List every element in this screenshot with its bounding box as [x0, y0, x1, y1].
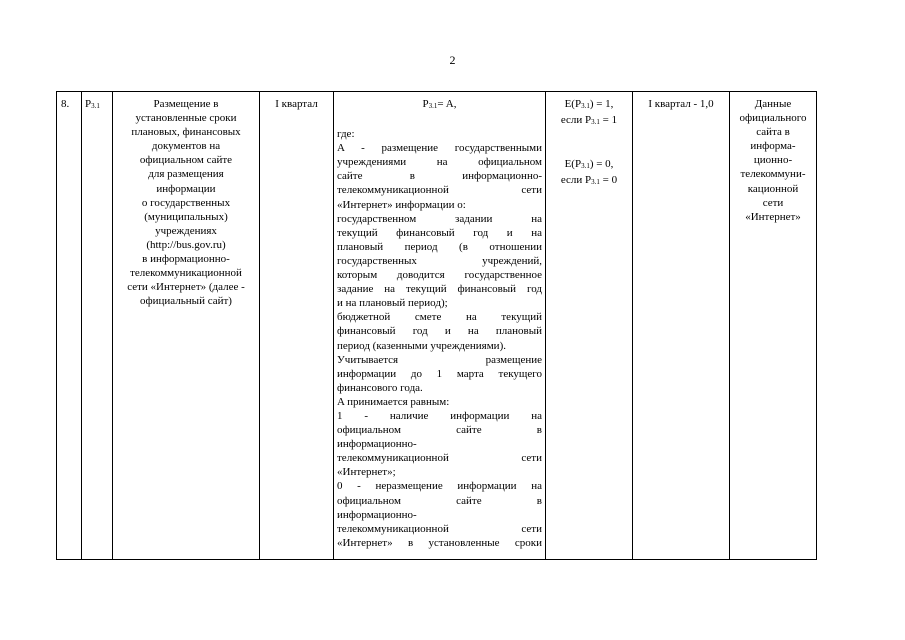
indicator-name-line: учреждениях: [155, 224, 217, 237]
source-line: ционно-: [753, 154, 793, 167]
code-base: P: [85, 98, 92, 110]
eval-zero-cond-post: = 0: [599, 174, 618, 187]
formula-line: финансовый год и на плановый: [337, 325, 542, 338]
eval-zero: [549, 157, 629, 173]
formula-line: которым доводится государственное: [337, 269, 542, 282]
source-line: официального: [739, 112, 807, 125]
formula-line: «Интернет» в установленные сроки: [337, 536, 542, 549]
indicator-name-line: официальный сайт): [140, 295, 232, 308]
indicator-name-line: установленные сроки: [135, 112, 237, 125]
formula-line: период (казенными учреждениями).: [337, 339, 506, 352]
indicator-name-line: сети «Интернет» (далее -: [127, 281, 245, 294]
formula-line: «Интернет» информации о:: [337, 198, 466, 211]
formula-line: бюджетной смете на текущий: [337, 311, 542, 324]
indicator-table: [56, 91, 817, 560]
formula-rest: = A,: [437, 98, 457, 110]
indicator-name-line: (муниципальных): [144, 210, 228, 223]
table-row: [57, 92, 817, 560]
formula-line: сайте в информационно-: [337, 170, 542, 183]
formula-line: учреждениями на официальном: [337, 156, 542, 169]
indicator-name: [116, 97, 256, 308]
source-line: телекоммуни-: [740, 168, 806, 181]
source-line: кационной: [747, 182, 799, 195]
data-source: [733, 97, 813, 224]
formula-description: [337, 141, 542, 550]
indicator-name-line: информации: [156, 182, 216, 195]
source-line: сайта в: [756, 126, 790, 139]
formula-line: Учитывается размещение: [337, 353, 542, 366]
evaluation-cell: [546, 92, 633, 560]
formula-cell: [334, 92, 546, 560]
formula-line: плановый период (в отношении: [337, 240, 542, 253]
formula-line: государственном задании на: [337, 212, 542, 225]
indicator-name-cell: [113, 92, 260, 560]
eval-one-pre: E(P: [564, 98, 582, 110]
indicator-name-line: в информационно-: [142, 253, 230, 266]
target-cell: I квартал - 1,0: [633, 92, 730, 560]
formula-line: финансового года.: [337, 381, 423, 394]
formula-where: где:: [337, 128, 355, 141]
formula-title: [337, 97, 542, 113]
eval-one-sub: 3.1: [581, 102, 590, 110]
eval-one-condition: [549, 113, 629, 129]
row-number: 8.: [57, 92, 82, 560]
eval-zero-pre: E(P: [564, 158, 582, 171]
formula-line: «Интернет»;: [337, 466, 396, 479]
page-number: 2: [449, 53, 456, 67]
eval-zero-cond-pre: если P: [560, 174, 592, 187]
formula-line: 1 - наличие информации на: [337, 409, 542, 422]
eval-one-cond-post: = 1: [599, 114, 618, 127]
spacer: [549, 143, 629, 157]
indicator-name-line: официальном сайте: [139, 154, 233, 167]
source-cell: [730, 92, 817, 560]
formula-line: информационно-: [337, 438, 417, 451]
formula-line: A принимается равным:: [337, 395, 450, 408]
formula-line: информации до 1 марта текущего: [337, 367, 542, 380]
eval-one-cond-sub: 3.1: [591, 118, 600, 127]
formula-line: официальном сайте в: [337, 424, 542, 437]
formula-line: информационно-: [337, 508, 417, 521]
formula-line: A - размещение государственными: [337, 142, 542, 155]
eval-zero-sub: 3.1: [581, 162, 590, 171]
source-line: Данные: [754, 98, 792, 110]
formula-line: текущий финансовый год и на: [337, 226, 542, 239]
formula-line: государственных учреждений,: [337, 254, 542, 267]
eval-one-post: ) = 1,: [589, 98, 614, 110]
indicator-name-line: плановых, финансовых: [131, 126, 241, 139]
indicator-name-line: Размещение в: [153, 98, 219, 110]
eval-zero-cond-sub: 3.1: [591, 178, 600, 187]
eval-zero-post: ) = 0,: [589, 158, 614, 171]
eval-one: [549, 97, 629, 113]
formula-line: телекоммуникационной сети: [337, 184, 542, 197]
formula-base: P: [422, 98, 429, 110]
code-sub: 3.1: [91, 102, 100, 110]
formula-line: телекоммуникационной сети: [337, 522, 542, 535]
spacer: [549, 129, 629, 143]
formula-line: задание на текущий финансовый год: [337, 283, 542, 296]
formula-line: 0 - неразмещение информации на: [337, 480, 542, 493]
indicator-name-line: телекоммуникационной: [130, 267, 242, 280]
indicator-name-line: (http://bus.gov.ru): [146, 238, 226, 251]
indicator-code: [82, 92, 113, 560]
formula-sub: 3.1: [428, 102, 438, 110]
indicator-name-line: документов на: [151, 140, 221, 153]
source-line: «Интернет»: [745, 210, 801, 223]
eval-zero-condition: [549, 173, 629, 189]
period-cell: I квартал: [260, 92, 334, 560]
eval-one-cond-pre: если P: [560, 114, 592, 127]
source-line: информа-: [750, 140, 796, 153]
source-line: сети: [762, 196, 784, 209]
indicator-name-line: о государственных: [141, 196, 231, 209]
formula-line: официальном сайте в: [337, 494, 542, 507]
formula-line: телекоммуникационной сети: [337, 452, 542, 465]
spacer: [337, 113, 542, 127]
formula-line: и на плановый период);: [337, 297, 448, 310]
indicator-name-line: для размещения: [148, 168, 224, 181]
